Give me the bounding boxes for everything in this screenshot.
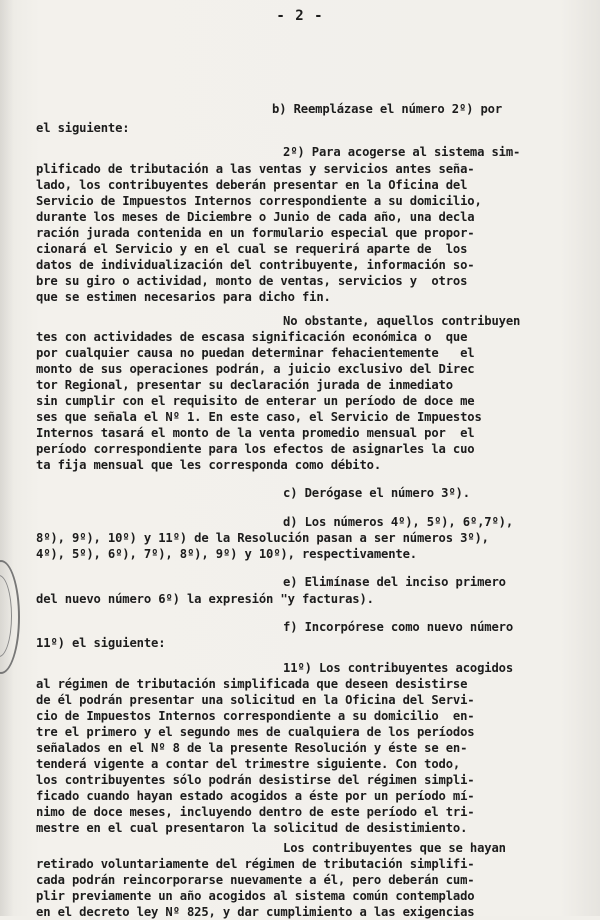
text-line: cada podrán reincorporarse nuevamente a él, pero deberán cum-	[36, 873, 475, 887]
text-line: monto de sus operaciones podrán, a juicio exclusivo del Direc	[36, 362, 475, 376]
text-line: tenderá vigente a contar del trimestre siguiente. Con todo,	[36, 757, 461, 771]
text-line: ficado cuando hayan estado acogidos a éste por un período mí-	[36, 789, 475, 803]
text-line: del nuevo número 6º) la expresión "y facturas).	[36, 592, 374, 606]
page-number: - 2 -	[276, 8, 324, 24]
text-line: tor Regional, presentar su declaración jurada de inmediato	[36, 378, 453, 392]
text-line: 11º) Los contribuyentes acogidos	[283, 661, 513, 675]
text-line: e) Elimínase del inciso primero	[283, 575, 506, 589]
text-line: durante los meses de Diciembre o Junio de cada año, una decla	[36, 210, 475, 224]
text-line: b) Reemplázase el número 2º) por	[272, 102, 502, 116]
text-line: ración jurada contenida en un formulario especial que propor-	[36, 226, 475, 240]
text-line: Los contribuyentes que se hayan	[283, 841, 506, 855]
text-line: de él podrán presentar una solicitud en la Oficina del Servi-	[36, 693, 475, 707]
text-line: cionará el Servicio y en el cual se requerirá aparte de los	[36, 242, 468, 256]
text-line: lado, los contribuyentes deberán presentar en la Oficina del	[36, 178, 468, 192]
text-line: que se estimen necesarios para dicho fin.	[36, 290, 331, 304]
text-line: datos de individualización del contribuyente, información so-	[36, 258, 475, 272]
text-line: mestre en el cual presentaron la solicitud de desistimiento.	[36, 821, 468, 835]
text-line: 2º) Para acogerse al sistema sim-	[283, 145, 521, 159]
text-line: d) Los números 4º), 5º), 6º,7º),	[283, 515, 513, 529]
text-line: tes con actividades de escasa significación económica o que	[36, 330, 468, 344]
text-line: los contribuyentes sólo podrán desistirse del régimen simpli-	[36, 773, 475, 787]
text-line: 4º), 5º), 6º), 7º), 8º), 9º) y 10º), respectivamente.	[36, 547, 417, 561]
text-line: 11º) el siguiente:	[36, 636, 166, 650]
text-line: Servicio de Impuestos Internos correspondiente a su domicilio,	[36, 194, 482, 208]
text-line: retirado voluntariamente del régimen de tributación simplifi-	[36, 857, 475, 871]
text-line: el siguiente:	[36, 121, 130, 135]
text-line: nimo de doce meses, incluyendo dentro de este período el tri-	[36, 805, 475, 819]
text-line: f) Incorpórese como nuevo número	[283, 620, 513, 634]
text-line: cio de Impuestos Internos correspondiente a su domicilio en-	[36, 709, 475, 723]
text-line: Internos tasará el monto de la venta promedio mensual por el	[36, 426, 475, 440]
text-line: plificado de tributación a las ventas y servicios antes seña-	[36, 162, 475, 176]
text-line: ses que señala el Nº 1. En este caso, el Servicio de Impuestos	[36, 410, 482, 424]
text-line: sin cumplir con el requisito de enterar un período de doce me	[36, 394, 475, 408]
text-line: período correspondiente para los efectos de asignarles la cuo	[36, 442, 475, 456]
text-line: señalados en el Nº 8 de la presente Resolución y éste se en-	[36, 741, 468, 755]
text-line: c) Derógase el número 3º).	[283, 486, 470, 500]
text-line: en el decreto ley Nº 825, y dar cumplimiento a las exigencias	[36, 905, 475, 919]
text-line: 8º), 9º), 10º) y 11º) de la Resolución pasan a ser números 3º),	[36, 531, 489, 545]
text-line: tre el primero y el segundo mes de cualquiera de los períodos	[36, 725, 475, 739]
text-line: plir previamente un año acogidos al sistema común contemplado	[36, 889, 475, 903]
text-line: al régimen de tributación simplificada que deseen desistirse	[36, 677, 468, 691]
text-line: ta fija mensual que les corresponda como débito.	[36, 458, 381, 472]
text-line: No obstante, aquellos contribuyen	[283, 314, 521, 328]
text-line: por cualquier causa no puedan determinar fehacientemente el	[36, 346, 475, 360]
text-line: bre su giro o actividad, monto de ventas, servicios y otros	[36, 274, 468, 288]
